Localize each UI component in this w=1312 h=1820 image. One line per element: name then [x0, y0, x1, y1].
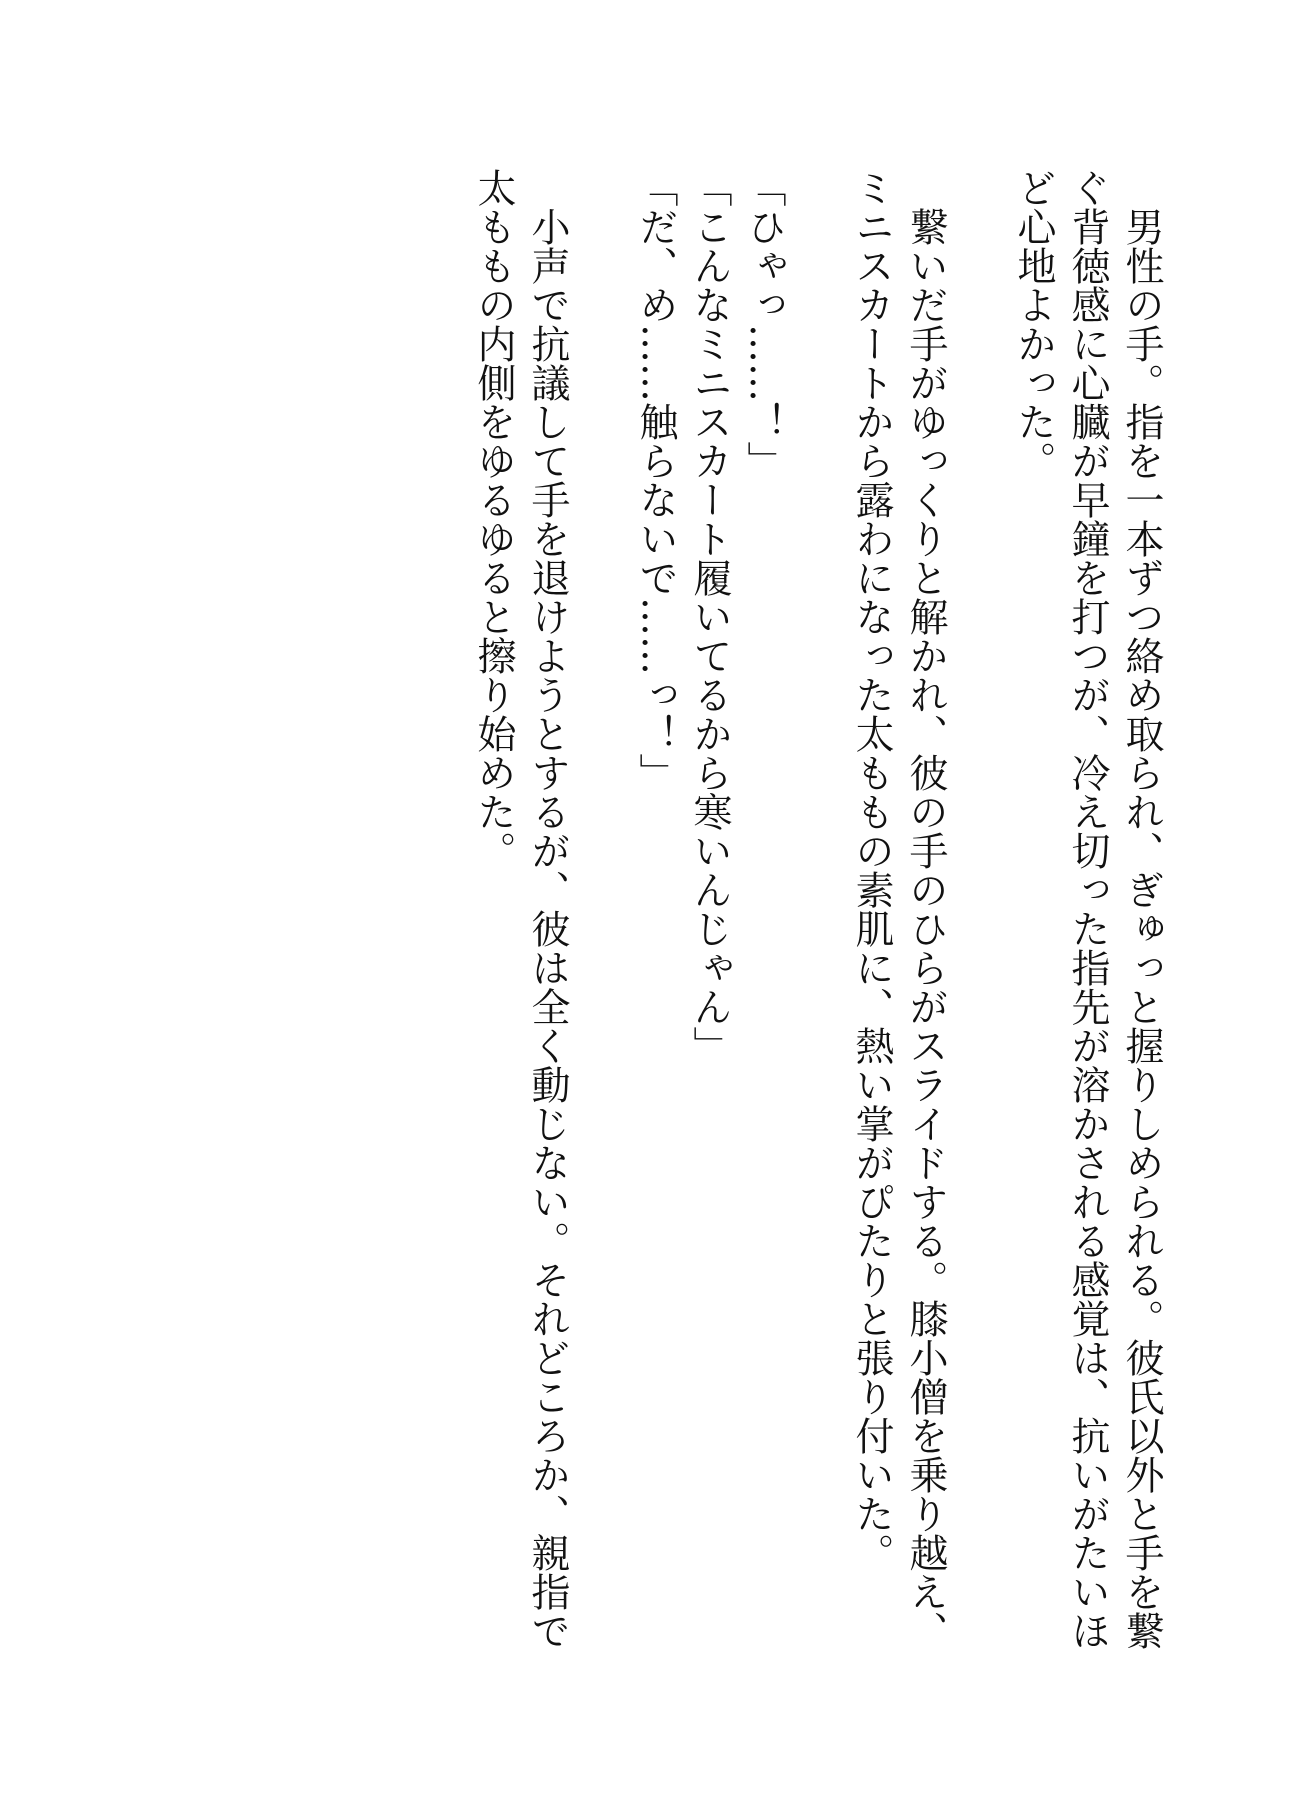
blank-line: [574, 168, 628, 178]
paragraph-3: 小声で抗議して手を退けようとするが、彼は全く動じない。それどころか、親指で太ももの内側をゆるゆると擦り始めた。: [471, 168, 570, 1650]
blank-line: [790, 168, 844, 178]
vertical-text-body: [466, 168, 1168, 1668]
blank-line: [952, 168, 1006, 178]
dialogue-line-1: 「ひゃっ……！」: [741, 168, 786, 480]
paragraph-1: 男性の手。指を一本ずつ絡め取られ、ぎゅっと握りしめられる。彼氏以外と手を繋ぐ背徳感に心臓が早鐘を打つが、冷え切った指先が溶かされる感覚は、抗いがたいほど心地よかった。: [1011, 168, 1164, 1650]
paragraph-2: 繋いだ手がゆっくりと解かれ、彼の手のひらがスライドする。膝小僧を乗り越え、ミニスカートから露わになった太ももの素肌に、熱い掌がぴたりと張り付いた。: [849, 168, 948, 1650]
dialogue-line-2: 「こんなミニスカート履いてるから寒いんじゃん」: [687, 168, 732, 1065]
dialogue-line-3: 「だ、め……触らないで……っ！」: [633, 168, 678, 792]
